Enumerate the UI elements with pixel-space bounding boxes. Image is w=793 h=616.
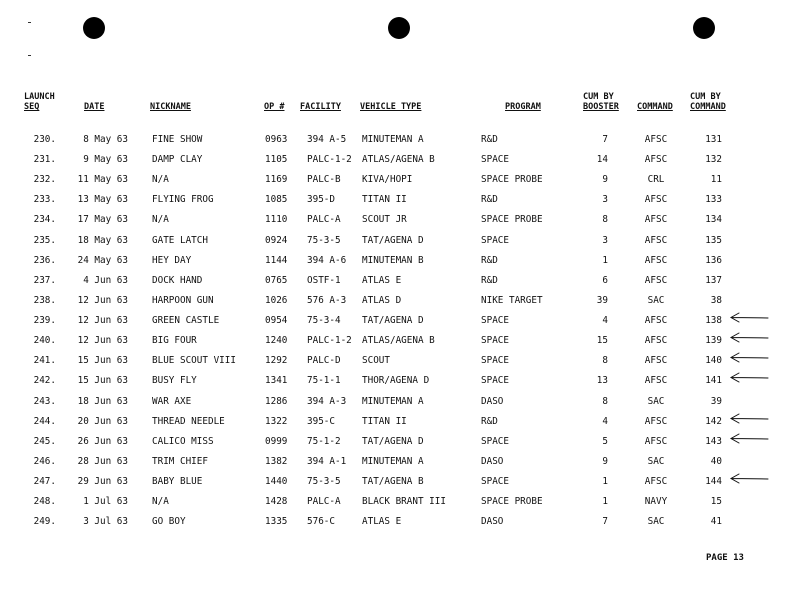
table-row bbox=[0, 496, 793, 516]
cum-by-booster: 3 bbox=[602, 194, 608, 206]
command: NAVY bbox=[644, 496, 668, 508]
cum-by-booster: 8 bbox=[602, 355, 608, 367]
table-row bbox=[0, 255, 793, 275]
command: AFSC bbox=[644, 335, 668, 347]
launch-date: 29 Jun 63 bbox=[77, 476, 128, 488]
nickname: THREAD NEEDLE bbox=[152, 415, 225, 427]
margin-mark bbox=[28, 55, 31, 56]
op-number: 1382 bbox=[265, 455, 288, 467]
vehicle-type: TITAN II bbox=[362, 194, 407, 206]
vehicle-type: SCOUT JR bbox=[362, 214, 407, 226]
launch-seq: 243. bbox=[33, 395, 56, 407]
cum-by-booster: 1 bbox=[602, 254, 608, 266]
facility: OSTF-1 bbox=[307, 274, 341, 286]
binder-hole-center bbox=[388, 17, 410, 39]
vehicle-type: ATLAS/AGENA B bbox=[362, 335, 435, 347]
launch-date: 17 May 63 bbox=[77, 214, 128, 226]
command: AFSC bbox=[644, 315, 668, 327]
command: SAC bbox=[647, 395, 665, 407]
launch-seq: 233. bbox=[33, 194, 56, 206]
header-launch-seq: LAUNCH SEQ bbox=[24, 92, 55, 112]
cum-by-booster: 8 bbox=[602, 214, 608, 226]
cum-by-booster: 13 bbox=[596, 375, 608, 387]
vehicle-type: KIVA/HOPI bbox=[362, 174, 413, 186]
header-date: DATE bbox=[84, 102, 105, 112]
header-vehicle-type: VEHICLE TYPE bbox=[360, 102, 422, 112]
cum-by-booster: 1 bbox=[602, 476, 608, 488]
launch-seq: 239. bbox=[33, 315, 56, 327]
nickname: DAMP CLAY bbox=[152, 154, 203, 166]
command: AFSC bbox=[644, 435, 668, 447]
command: AFSC bbox=[644, 214, 668, 226]
command: SAC bbox=[647, 294, 665, 306]
cum-by-booster: 1 bbox=[602, 496, 608, 508]
launch-date: 1 Jul 63 bbox=[83, 496, 128, 508]
nickname: BIG FOUR bbox=[152, 335, 197, 347]
op-number: 1085 bbox=[265, 194, 288, 206]
launch-date: 26 Jun 63 bbox=[77, 435, 128, 447]
launch-date: 20 Jun 63 bbox=[77, 415, 128, 427]
launch-date: 12 Jun 63 bbox=[77, 294, 128, 306]
table-row bbox=[0, 436, 793, 456]
launch-date: 12 Jun 63 bbox=[77, 335, 128, 347]
table-row bbox=[0, 295, 793, 315]
nickname: WAR AXE bbox=[152, 395, 192, 407]
op-number: 1110 bbox=[265, 214, 288, 226]
op-number: 0963 bbox=[265, 134, 288, 145]
launch-seq: 241. bbox=[33, 355, 56, 367]
command: AFSC bbox=[644, 355, 668, 367]
launch-seq: 249. bbox=[33, 516, 56, 528]
program: SPACE bbox=[481, 476, 509, 488]
vehicle-type: ATLAS D bbox=[362, 294, 402, 306]
op-number: 0999 bbox=[265, 435, 288, 447]
nickname: GREEN CASTLE bbox=[152, 315, 220, 327]
op-number: 0954 bbox=[265, 315, 288, 327]
vehicle-type: ATLAS/AGENA B bbox=[362, 154, 435, 166]
program: SPACE PROBE bbox=[481, 174, 543, 186]
facility: PALC-B bbox=[307, 174, 341, 186]
cum-by-command: 15 bbox=[710, 496, 722, 508]
cum-by-command: 38 bbox=[710, 294, 722, 306]
facility: 394 A-1 bbox=[307, 455, 347, 467]
command: AFSC bbox=[644, 154, 668, 166]
nickname: N/A bbox=[152, 214, 169, 226]
launch-seq: 244. bbox=[33, 415, 56, 427]
program: DASO bbox=[481, 395, 504, 407]
command: SAC bbox=[647, 455, 665, 467]
vehicle-type: TAT/AGENA D bbox=[362, 435, 424, 447]
nickname: N/A bbox=[152, 174, 169, 186]
program: R&D bbox=[481, 274, 498, 286]
program: R&D bbox=[481, 254, 498, 266]
cum-by-booster: 6 bbox=[602, 274, 608, 286]
program: SPACE PROBE bbox=[481, 214, 543, 226]
launch-date: 4 Jun 63 bbox=[83, 274, 128, 286]
cum-by-command: 41 bbox=[710, 516, 722, 528]
table-row bbox=[0, 416, 793, 436]
op-number: 1144 bbox=[265, 254, 288, 266]
program: R&D bbox=[481, 134, 498, 145]
launch-seq: 231. bbox=[33, 154, 56, 166]
command: SAC bbox=[647, 516, 665, 528]
cum-by-command: 131 bbox=[705, 134, 722, 145]
cum-by-booster: 8 bbox=[602, 395, 608, 407]
table-row bbox=[0, 355, 793, 375]
launch-date: 24 May 63 bbox=[77, 254, 128, 266]
program: SPACE bbox=[481, 234, 509, 246]
command: AFSC bbox=[644, 194, 668, 206]
cum-by-command: 133 bbox=[705, 194, 722, 206]
facility: PALC-A bbox=[307, 214, 341, 226]
table-row bbox=[0, 134, 793, 154]
nickname: BLUE SCOUT VIII bbox=[152, 355, 236, 367]
nickname: TRIM CHIEF bbox=[152, 455, 208, 467]
facility: 576 A-3 bbox=[307, 294, 347, 306]
launch-seq: 236. bbox=[33, 254, 56, 266]
launch-date: 3 Jul 63 bbox=[83, 516, 128, 528]
facility: 576-C bbox=[307, 516, 335, 528]
binder-hole-right bbox=[693, 17, 715, 39]
command: CRL bbox=[647, 174, 665, 186]
nickname: BABY BLUE bbox=[152, 476, 203, 488]
launch-seq: 234. bbox=[33, 214, 56, 226]
table-row bbox=[0, 456, 793, 476]
program: R&D bbox=[481, 415, 498, 427]
launch-seq: 245. bbox=[33, 435, 56, 447]
margin-mark bbox=[28, 22, 31, 23]
launch-seq: 240. bbox=[33, 335, 56, 347]
launch-date: 13 May 63 bbox=[77, 194, 128, 206]
launch-date: 28 Jun 63 bbox=[77, 455, 128, 467]
table-row bbox=[0, 174, 793, 194]
facility: PALC-D bbox=[307, 355, 341, 367]
vehicle-type: TAT/AGENA B bbox=[362, 476, 424, 488]
cum-by-booster: 7 bbox=[602, 134, 608, 145]
nickname: FINE SHOW bbox=[152, 134, 203, 145]
command: AFSC bbox=[644, 415, 668, 427]
vehicle-type: THOR/AGENA D bbox=[362, 375, 430, 387]
binder-hole-left bbox=[83, 17, 105, 39]
cum-by-booster: 39 bbox=[596, 294, 608, 306]
launch-date: 9 May 63 bbox=[83, 154, 128, 166]
table-row bbox=[0, 476, 793, 496]
op-number: 1292 bbox=[265, 355, 288, 367]
op-number: 1335 bbox=[265, 516, 288, 528]
handwritten-arrow-icon bbox=[728, 432, 770, 446]
op-number: 1322 bbox=[265, 415, 288, 427]
cum-by-command: 139 bbox=[705, 335, 722, 347]
op-number: 0765 bbox=[265, 274, 288, 286]
cum-by-command: 141 bbox=[705, 375, 722, 387]
op-number: 1286 bbox=[265, 395, 288, 407]
cum-by-command: 137 bbox=[705, 274, 722, 286]
cum-by-command: 40 bbox=[710, 455, 722, 467]
launch-seq: 247. bbox=[33, 476, 56, 488]
facility: PALC-1-2 bbox=[307, 154, 352, 166]
launch-date: 8 May 63 bbox=[83, 134, 128, 145]
nickname: CALICO MISS bbox=[152, 435, 214, 447]
table-row bbox=[0, 396, 793, 416]
nickname: DOCK HAND bbox=[152, 274, 203, 286]
vehicle-type: SCOUT bbox=[362, 355, 390, 367]
facility: 395-D bbox=[307, 194, 335, 206]
table-row bbox=[0, 214, 793, 234]
launch-seq: 235. bbox=[33, 234, 56, 246]
op-number: 1428 bbox=[265, 496, 288, 508]
program: SPACE bbox=[481, 435, 509, 447]
cum-by-booster: 4 bbox=[602, 315, 608, 327]
launch-seq: 230. bbox=[33, 134, 56, 145]
cum-by-command: 144 bbox=[705, 476, 722, 488]
program: SPACE bbox=[481, 154, 509, 166]
launch-date: 18 Jun 63 bbox=[77, 395, 128, 407]
cum-by-booster: 3 bbox=[602, 234, 608, 246]
cum-by-command: 39 bbox=[710, 395, 722, 407]
op-number: 0924 bbox=[265, 234, 288, 246]
vehicle-type: TAT/AGENA D bbox=[362, 315, 424, 327]
nickname: BUSY FLY bbox=[152, 375, 197, 387]
vehicle-type: TITAN II bbox=[362, 415, 407, 427]
table-row bbox=[0, 154, 793, 174]
nickname: GATE LATCH bbox=[152, 234, 208, 246]
program: SPACE bbox=[481, 375, 509, 387]
program: R&D bbox=[481, 194, 498, 206]
vehicle-type: ATLAS E bbox=[362, 274, 402, 286]
vehicle-type: MINUTEMAN B bbox=[362, 254, 424, 266]
facility: 75-3-5 bbox=[307, 234, 341, 246]
program: DASO bbox=[481, 455, 504, 467]
vehicle-type: TAT/AGENA D bbox=[362, 234, 424, 246]
nickname: HEY DAY bbox=[152, 254, 192, 266]
handwritten-arrow-icon bbox=[728, 311, 770, 325]
command: AFSC bbox=[644, 375, 668, 387]
header-command: COMMAND bbox=[637, 102, 673, 112]
launch-date: 11 May 63 bbox=[77, 174, 128, 186]
cum-by-booster: 7 bbox=[602, 516, 608, 528]
facility: 75-3-5 bbox=[307, 476, 341, 488]
cum-by-booster: 5 bbox=[602, 435, 608, 447]
vehicle-type: MINUTEMAN A bbox=[362, 395, 424, 407]
command: AFSC bbox=[644, 274, 668, 286]
cum-by-command: 140 bbox=[705, 355, 722, 367]
cum-by-booster: 14 bbox=[596, 154, 608, 166]
header-op: OP # bbox=[264, 102, 285, 112]
handwritten-arrow-icon bbox=[728, 331, 770, 345]
command: AFSC bbox=[644, 134, 668, 145]
cum-by-command: 142 bbox=[705, 415, 722, 427]
program: DASO bbox=[481, 516, 504, 528]
op-number: 1026 bbox=[265, 294, 288, 306]
handwritten-arrow-icon bbox=[728, 412, 770, 426]
vehicle-type: MINUTEMAN A bbox=[362, 134, 424, 145]
handwritten-arrow-icon bbox=[728, 351, 770, 365]
launch-date: 18 May 63 bbox=[77, 234, 128, 246]
facility: 75-1-1 bbox=[307, 375, 341, 387]
cum-by-command: 138 bbox=[705, 315, 722, 327]
command: AFSC bbox=[644, 234, 668, 246]
table-row bbox=[0, 516, 793, 536]
cum-by-command: 134 bbox=[705, 214, 722, 226]
cum-by-booster: 9 bbox=[602, 174, 608, 186]
cum-by-booster: 9 bbox=[602, 455, 608, 467]
nickname: HARPOON GUN bbox=[152, 294, 214, 306]
nickname: GO BOY bbox=[152, 516, 186, 528]
table-row bbox=[0, 335, 793, 355]
launch-date: 15 Jun 63 bbox=[77, 355, 128, 367]
facility: PALC-1-2 bbox=[307, 335, 352, 347]
cum-by-command: 136 bbox=[705, 254, 722, 266]
vehicle-type: MINUTEMAN A bbox=[362, 455, 424, 467]
table-row bbox=[0, 194, 793, 214]
facility: 394 A-5 bbox=[307, 134, 347, 145]
facility: 395-C bbox=[307, 415, 335, 427]
program: SPACE bbox=[481, 335, 509, 347]
table-row bbox=[0, 315, 793, 335]
nickname: FLYING FROG bbox=[152, 194, 214, 206]
program: SPACE bbox=[481, 355, 509, 367]
facility: 75-1-2 bbox=[307, 435, 341, 447]
cum-by-booster: 4 bbox=[602, 415, 608, 427]
table-row bbox=[0, 275, 793, 295]
command: AFSC bbox=[644, 476, 668, 488]
cum-by-command: 135 bbox=[705, 234, 722, 246]
header-nickname: NICKNAME bbox=[150, 102, 191, 112]
launch-seq: 237. bbox=[33, 274, 56, 286]
header-facility: FACILITY bbox=[300, 102, 341, 112]
cum-by-command: 11 bbox=[710, 174, 722, 186]
facility: 75-3-4 bbox=[307, 315, 341, 327]
program: NIKE TARGET bbox=[481, 294, 543, 306]
vehicle-type: BLACK BRANT III bbox=[362, 496, 446, 508]
header-cum-by-command: CUM BY COMMAND bbox=[690, 92, 726, 112]
cum-by-booster: 15 bbox=[596, 335, 608, 347]
op-number: 1440 bbox=[265, 476, 288, 488]
facility: PALC-A bbox=[307, 496, 341, 508]
launch-date: 12 Jun 63 bbox=[77, 315, 128, 327]
page-number: PAGE 13 bbox=[706, 553, 744, 563]
header-program: PROGRAM bbox=[505, 102, 541, 112]
vehicle-type: ATLAS E bbox=[362, 516, 402, 528]
launch-seq: 232. bbox=[33, 174, 56, 186]
op-number: 1169 bbox=[265, 174, 288, 186]
program: SPACE PROBE bbox=[481, 496, 543, 508]
launch-seq: 246. bbox=[33, 455, 56, 467]
launch-seq: 238. bbox=[33, 294, 56, 306]
launch-date: 15 Jun 63 bbox=[77, 375, 128, 387]
op-number: 1240 bbox=[265, 335, 288, 347]
nickname: N/A bbox=[152, 496, 169, 508]
facility: 394 A-6 bbox=[307, 254, 347, 266]
cum-by-command: 132 bbox=[705, 154, 722, 166]
launch-seq: 248. bbox=[33, 496, 56, 508]
handwritten-arrow-icon bbox=[728, 472, 770, 486]
op-number: 1341 bbox=[265, 375, 288, 387]
cum-by-command: 143 bbox=[705, 435, 722, 447]
handwritten-arrow-icon bbox=[728, 371, 770, 385]
program: SPACE bbox=[481, 315, 509, 327]
table-row bbox=[0, 375, 793, 395]
table-row bbox=[0, 235, 793, 255]
launch-seq: 242. bbox=[33, 375, 56, 387]
command: AFSC bbox=[644, 254, 668, 266]
op-number: 1105 bbox=[265, 154, 288, 166]
facility: 394 A-3 bbox=[307, 395, 347, 407]
header-cum-by-booster: CUM BY BOOSTER bbox=[583, 92, 619, 112]
